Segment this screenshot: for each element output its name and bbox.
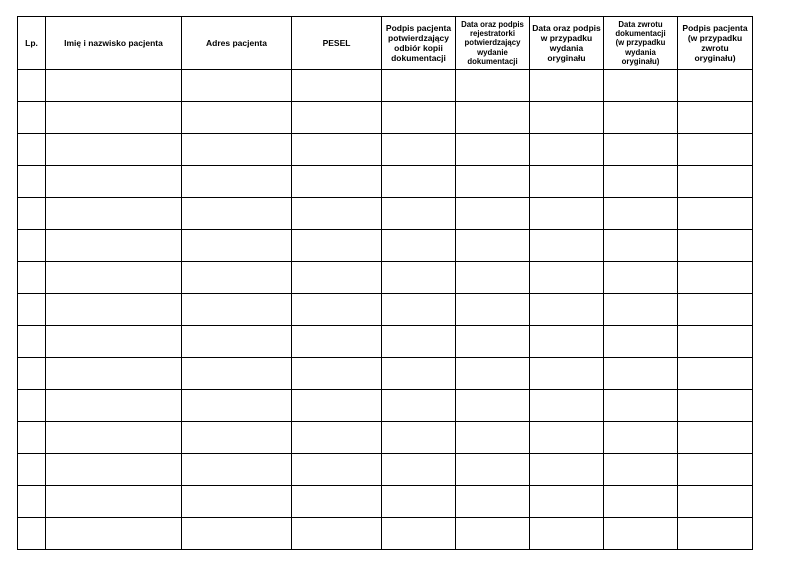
return-date-cell bbox=[604, 326, 678, 358]
patient-signature-return-cell bbox=[678, 454, 753, 486]
lp-cell bbox=[18, 518, 46, 550]
patient-address-cell bbox=[182, 422, 292, 454]
patient-signature-copy-cell bbox=[382, 454, 456, 486]
patient-signature-copy-cell bbox=[382, 70, 456, 102]
patient-documentation-register-table bbox=[17, 16, 753, 550]
return-date-cell bbox=[604, 294, 678, 326]
patient-signature-copy-cell bbox=[382, 262, 456, 294]
pesel-cell bbox=[292, 390, 382, 422]
date-signature-original-cell bbox=[530, 390, 604, 422]
date-signature-original-cell bbox=[530, 230, 604, 262]
lp-cell bbox=[18, 326, 46, 358]
lp-cell bbox=[18, 134, 46, 166]
patient-name-cell bbox=[46, 486, 182, 518]
return-date-cell bbox=[604, 262, 678, 294]
date-signature-original-cell bbox=[530, 198, 604, 230]
return-date-cell bbox=[604, 166, 678, 198]
return-date-cell bbox=[604, 486, 678, 518]
patient-signature-return-cell bbox=[678, 70, 753, 102]
lp-cell bbox=[18, 390, 46, 422]
patient-address-cell bbox=[182, 262, 292, 294]
receptionist-date-signature-cell bbox=[456, 358, 530, 390]
date-signature-original-cell bbox=[530, 326, 604, 358]
date-signature-original-cell bbox=[530, 262, 604, 294]
patient-address-cell bbox=[182, 294, 292, 326]
return-date-cell bbox=[604, 102, 678, 134]
lp-cell bbox=[18, 422, 46, 454]
table-row bbox=[18, 230, 753, 262]
return-date-cell bbox=[604, 70, 678, 102]
return-date-cell bbox=[604, 454, 678, 486]
return-date-cell bbox=[604, 358, 678, 390]
receptionist-date-signature-cell bbox=[456, 134, 530, 166]
date-signature-original-cell bbox=[530, 454, 604, 486]
lp-cell bbox=[18, 294, 46, 326]
table-row bbox=[18, 390, 753, 422]
pesel-cell bbox=[292, 262, 382, 294]
patient-name-cell bbox=[46, 422, 182, 454]
date-signature-original-cell bbox=[530, 166, 604, 198]
patient-signature-return-cell bbox=[678, 422, 753, 454]
pesel-cell bbox=[292, 102, 382, 134]
return-date-cell bbox=[604, 134, 678, 166]
patient-signature-copy-cell bbox=[382, 102, 456, 134]
patient-signature-return-cell bbox=[678, 198, 753, 230]
patient-signature-copy-cell bbox=[382, 486, 456, 518]
pesel-cell bbox=[292, 326, 382, 358]
patient-address-cell bbox=[182, 390, 292, 422]
receptionist-date-signature-cell bbox=[456, 518, 530, 550]
header-row bbox=[18, 17, 753, 70]
pesel-cell bbox=[292, 230, 382, 262]
receptionist-date-signature-cell bbox=[456, 326, 530, 358]
patient-signature-copy-cell bbox=[382, 390, 456, 422]
table-row bbox=[18, 422, 753, 454]
table-row bbox=[18, 518, 753, 550]
pesel-cell bbox=[292, 486, 382, 518]
lp-cell bbox=[18, 358, 46, 390]
receptionist-date-signature-cell bbox=[456, 230, 530, 262]
pesel-cell bbox=[292, 518, 382, 550]
patient-address-cell bbox=[182, 198, 292, 230]
pesel-cell bbox=[292, 70, 382, 102]
date-signature-original-cell bbox=[530, 70, 604, 102]
patient-address-cell bbox=[182, 70, 292, 102]
patient-name-cell bbox=[46, 326, 182, 358]
patient-name-cell bbox=[46, 166, 182, 198]
lp-cell bbox=[18, 262, 46, 294]
lp-cell bbox=[18, 102, 46, 134]
lp-cell bbox=[18, 486, 46, 518]
patient-signature-copy-cell bbox=[382, 134, 456, 166]
date-signature-original-cell bbox=[530, 422, 604, 454]
patient-name-cell bbox=[46, 102, 182, 134]
patient-signature-return-cell bbox=[678, 518, 753, 550]
patient-signature-return-cell bbox=[678, 326, 753, 358]
return-date-cell bbox=[604, 230, 678, 262]
receptionist-date-signature-cell bbox=[456, 422, 530, 454]
receptionist-date-signature-cell bbox=[456, 198, 530, 230]
receptionist-date-signature-cell bbox=[456, 102, 530, 134]
receptionist-date-signature-cell bbox=[456, 486, 530, 518]
patient-name-cell bbox=[46, 230, 182, 262]
patient-address-cell bbox=[182, 230, 292, 262]
date-signature-original-cell bbox=[530, 294, 604, 326]
patient-name-cell bbox=[46, 358, 182, 390]
patient-signature-return-cell bbox=[678, 102, 753, 134]
header-patient-name: Imię i nazwisko pacjenta bbox=[46, 17, 182, 70]
date-signature-original-cell bbox=[530, 358, 604, 390]
patient-signature-return-cell bbox=[678, 134, 753, 166]
patient-signature-copy-cell bbox=[382, 326, 456, 358]
receptionist-date-signature-cell bbox=[456, 294, 530, 326]
lp-cell bbox=[18, 166, 46, 198]
header-date-signature-original: Data oraz podpis w przypadku wydania oryginału bbox=[530, 17, 604, 70]
patient-signature-copy-cell bbox=[382, 166, 456, 198]
patient-signature-copy-cell bbox=[382, 198, 456, 230]
return-date-cell bbox=[604, 422, 678, 454]
header-return-date: Data zwrotu dokumentacji (w przypadku wydania oryginału) bbox=[604, 17, 678, 70]
lp-cell bbox=[18, 230, 46, 262]
table-row bbox=[18, 262, 753, 294]
patient-signature-copy-cell bbox=[382, 358, 456, 390]
patient-name-cell bbox=[46, 390, 182, 422]
receptionist-date-signature-cell bbox=[456, 166, 530, 198]
receptionist-date-signature-cell bbox=[456, 262, 530, 294]
header-pesel: PESEL bbox=[292, 17, 382, 70]
patient-signature-return-cell bbox=[678, 294, 753, 326]
patient-name-cell bbox=[46, 262, 182, 294]
return-date-cell bbox=[604, 198, 678, 230]
patient-signature-return-cell bbox=[678, 166, 753, 198]
receptionist-date-signature-cell bbox=[456, 390, 530, 422]
patient-signature-return-cell bbox=[678, 262, 753, 294]
table-row bbox=[18, 102, 753, 134]
table-row bbox=[18, 294, 753, 326]
pesel-cell bbox=[292, 422, 382, 454]
return-date-cell bbox=[604, 518, 678, 550]
patient-address-cell bbox=[182, 166, 292, 198]
table-row bbox=[18, 358, 753, 390]
patient-address-cell bbox=[182, 134, 292, 166]
pesel-cell bbox=[292, 166, 382, 198]
patient-signature-return-cell bbox=[678, 358, 753, 390]
patient-signature-copy-cell bbox=[382, 422, 456, 454]
date-signature-original-cell bbox=[530, 134, 604, 166]
patient-name-cell bbox=[46, 70, 182, 102]
table-row bbox=[18, 198, 753, 230]
header-patient-address: Adres pacjenta bbox=[182, 17, 292, 70]
header-receptionist-date-signature: Data oraz podpis rejestratorki potwierdzający wydanie dokumentacji bbox=[456, 17, 530, 70]
patient-name-cell bbox=[46, 134, 182, 166]
pesel-cell bbox=[292, 358, 382, 390]
patient-address-cell bbox=[182, 102, 292, 134]
register-body bbox=[18, 70, 753, 550]
patient-address-cell bbox=[182, 358, 292, 390]
date-signature-original-cell bbox=[530, 518, 604, 550]
date-signature-original-cell bbox=[530, 486, 604, 518]
patient-signature-copy-cell bbox=[382, 518, 456, 550]
pesel-cell bbox=[292, 294, 382, 326]
patient-signature-return-cell bbox=[678, 230, 753, 262]
return-date-cell bbox=[604, 390, 678, 422]
patient-signature-return-cell bbox=[678, 486, 753, 518]
table-row bbox=[18, 134, 753, 166]
table-row bbox=[18, 326, 753, 358]
table-row bbox=[18, 70, 753, 102]
receptionist-date-signature-cell bbox=[456, 454, 530, 486]
patient-name-cell bbox=[46, 518, 182, 550]
patient-name-cell bbox=[46, 294, 182, 326]
patient-address-cell bbox=[182, 486, 292, 518]
patient-address-cell bbox=[182, 326, 292, 358]
patient-signature-return-cell bbox=[678, 390, 753, 422]
table-row bbox=[18, 454, 753, 486]
patient-name-cell bbox=[46, 198, 182, 230]
patient-signature-copy-cell bbox=[382, 294, 456, 326]
lp-cell bbox=[18, 198, 46, 230]
patient-signature-copy-cell bbox=[382, 230, 456, 262]
date-signature-original-cell bbox=[530, 102, 604, 134]
receptionist-date-signature-cell bbox=[456, 70, 530, 102]
header-patient-signature-copy: Podpis pacjenta potwierdzający odbiór kopii dokumentacji bbox=[382, 17, 456, 70]
table-row bbox=[18, 486, 753, 518]
patient-name-cell bbox=[46, 454, 182, 486]
pesel-cell bbox=[292, 198, 382, 230]
patient-address-cell bbox=[182, 518, 292, 550]
lp-cell bbox=[18, 454, 46, 486]
lp-cell bbox=[18, 70, 46, 102]
header-patient-signature-return: Podpis pacjenta (w przypadku zwrotu oryginału) bbox=[678, 17, 753, 70]
table-row bbox=[18, 166, 753, 198]
header-lp: Lp. bbox=[18, 17, 46, 70]
patient-address-cell bbox=[182, 454, 292, 486]
pesel-cell bbox=[292, 134, 382, 166]
pesel-cell bbox=[292, 454, 382, 486]
